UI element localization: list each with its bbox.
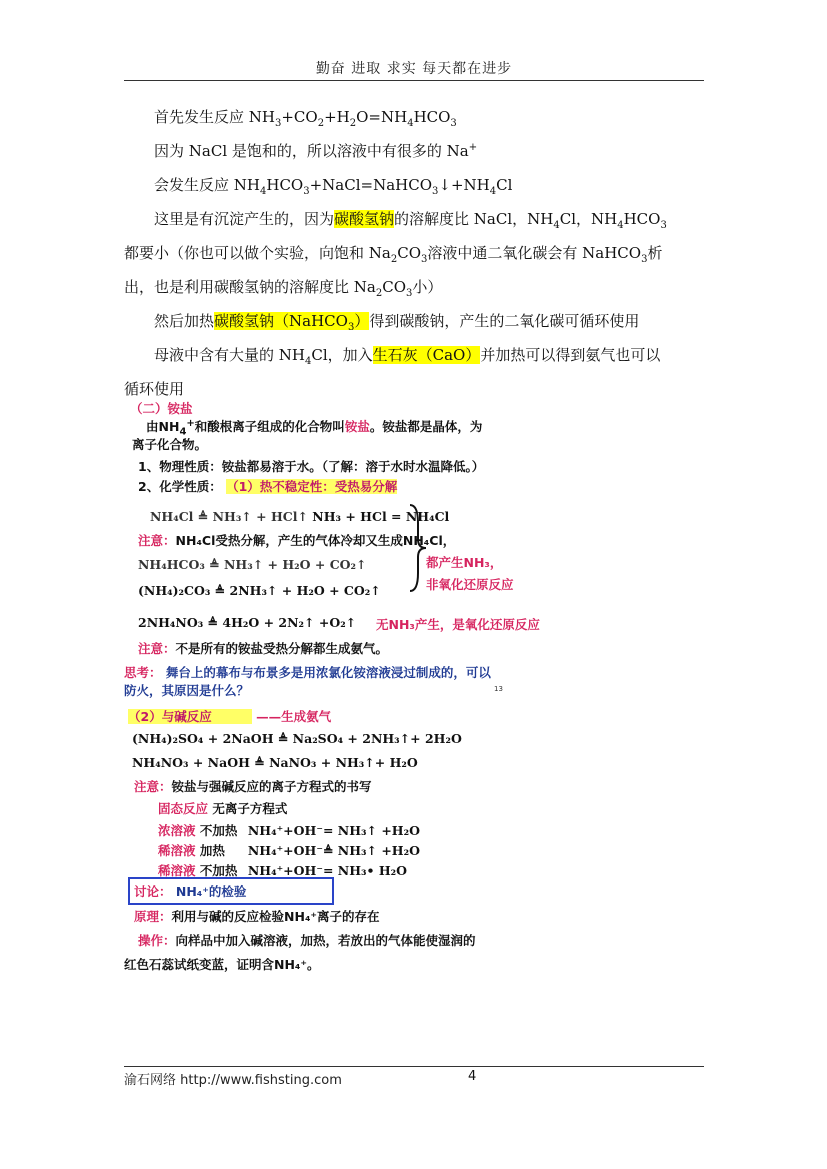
equation-6: NH₄NO₃ + NaOH ≜ NaNO₃ + NH₃↑+ H₂O: [132, 755, 418, 770]
case-1: 浓溶液 不加热 NH₄⁺+OH⁻= NH₃↑ +H₂O: [158, 823, 420, 838]
equation-4: 2NH₄NO₃ ≜ 4H₂O + 2N₂↑ +O₂↑: [138, 615, 357, 630]
equation-2: NH₄HCO₃ ≜ NH₃↑ + H₂O + CO₂↑: [138, 557, 367, 572]
thermal-instability-box: （1）热不稳定性：受热易分解: [226, 479, 398, 494]
slide-title: （二）铵盐: [130, 401, 193, 416]
discussion: 讨论： NH₄⁺的检验: [134, 884, 247, 899]
brace-note-1: 都产生NH₃，: [426, 555, 503, 570]
paragraph-2: 因为 NaCl 是饱和的，所以溶液中有很多的 Na+: [154, 142, 478, 160]
equation-1: NH₄Cl ≜ NH₃↑ + HCl↑ NH₃ + HCl = NH₄Cl: [150, 509, 450, 524]
page-header: 勤奋 进取 求实 每天都在进步: [315, 61, 513, 77]
principle: 原理：利用与碱的反应检验NH₄⁺离子的存在: [134, 909, 380, 924]
paragraph-8: 母液中含有大量的 $NH_4Cl$，加入生石灰（CaO）并加热可以得到氨气也可以: [154, 346, 661, 367]
equation-3: (NH₄)₂CO₃ ≜ 2NH₃↑ + H₂O + CO₂↑: [138, 583, 381, 598]
think-question-cont: 防火，其原因是什么？: [124, 683, 250, 698]
footer-rule: [124, 1066, 704, 1067]
note-2: 注意：不是所有的铵盐受热分解都生成氨气。: [138, 641, 389, 656]
definition-cont: 离子化合物。: [132, 437, 208, 452]
brace-note-2: 非氧化还原反应: [426, 577, 514, 592]
operation: 操作：向样品中加入碱溶液，加热，若放出的气体能使湿润的: [138, 933, 476, 948]
paragraph-4: 这里是有沉淀产生的，因为碳酸氢钠的溶解度比 NaCl，$NH_4Cl$，$NH_4HCO_3$: [154, 210, 667, 231]
equation-5: (NH₄)₂SO₄ + 2NaOH ≜ Na₂SO₄ + 2NH₃↑+ 2H₂O: [132, 731, 462, 746]
paragraph-5: 都要小（你也可以做个实验，向饱和 $Na_2CO_3$溶液中通二氧化碳会有 NaHCO$_3$析: [124, 244, 663, 265]
physical-property: 1、物理性质：铵盐都易溶于水。（了解：溶于水时水温降低。）: [138, 459, 485, 474]
slide-number: 13: [494, 685, 503, 693]
page-number: 4: [468, 1069, 477, 1084]
base-reaction-heading: （2）与碱反应 ——生成氨气: [128, 709, 332, 724]
paragraph-9: 循环使用: [124, 380, 185, 398]
operation-cont: 红色石蕊试纸变蓝，证明含NH₄⁺。: [124, 957, 320, 972]
curly-brace: [406, 503, 428, 593]
paragraph-6: 出，也是利用碳酸氢钠的溶解度比 $Na_2CO_3$小）: [124, 278, 443, 299]
definition: 由$NH_4^+$和酸根离子组成的化合物叫铵盐。铵盐都是晶体，为: [146, 417, 483, 438]
solid-reaction: 固态反应 无离子方程式: [158, 801, 288, 816]
body-text: [124, 100, 704, 406]
case-3: 稀溶液 不加热 NH₄⁺+OH⁻= NH₃• H₂O: [158, 863, 408, 878]
header-rule: [124, 80, 704, 81]
paragraph-7: 然后加热碳酸氢钠（NaHCO$_3$）得到碳酸钠，产生的二氧化碳可循环使用: [154, 312, 640, 333]
think-question: 思考： 舞台上的幕布与布景多是用浓氯化铵溶液浸过制成的，可以: [124, 665, 491, 680]
chemical-property: 2、化学性质： （1）热不稳定性：受热易分解: [138, 479, 398, 494]
note-1: 注意：NH₄Cl受热分解，产生的气体冷却又生成NH₄Cl，: [138, 533, 456, 548]
paragraph-1: 首先发生反应 $NH_3+CO_2+H_2O=NH_4HCO_3$: [154, 108, 457, 129]
footer-site: 渝石网络 http://www.fishsting.com: [124, 1073, 342, 1088]
ammonium-salt-slide: [124, 395, 544, 985]
equation-4-note: 无NH₃产生，是氧化还原反应: [376, 617, 540, 632]
paragraph-3: 会发生反应 $NH_4HCO_3+NaCl=NaHCO_3↓+NH_4Cl$: [154, 176, 513, 197]
case-2: 稀溶液 加热 NH₄⁺+OH⁻≜ NH₃↑ +H₂O: [158, 843, 420, 858]
note-3: 注意：铵盐与强碱反应的离子方程式的书写: [134, 779, 372, 794]
